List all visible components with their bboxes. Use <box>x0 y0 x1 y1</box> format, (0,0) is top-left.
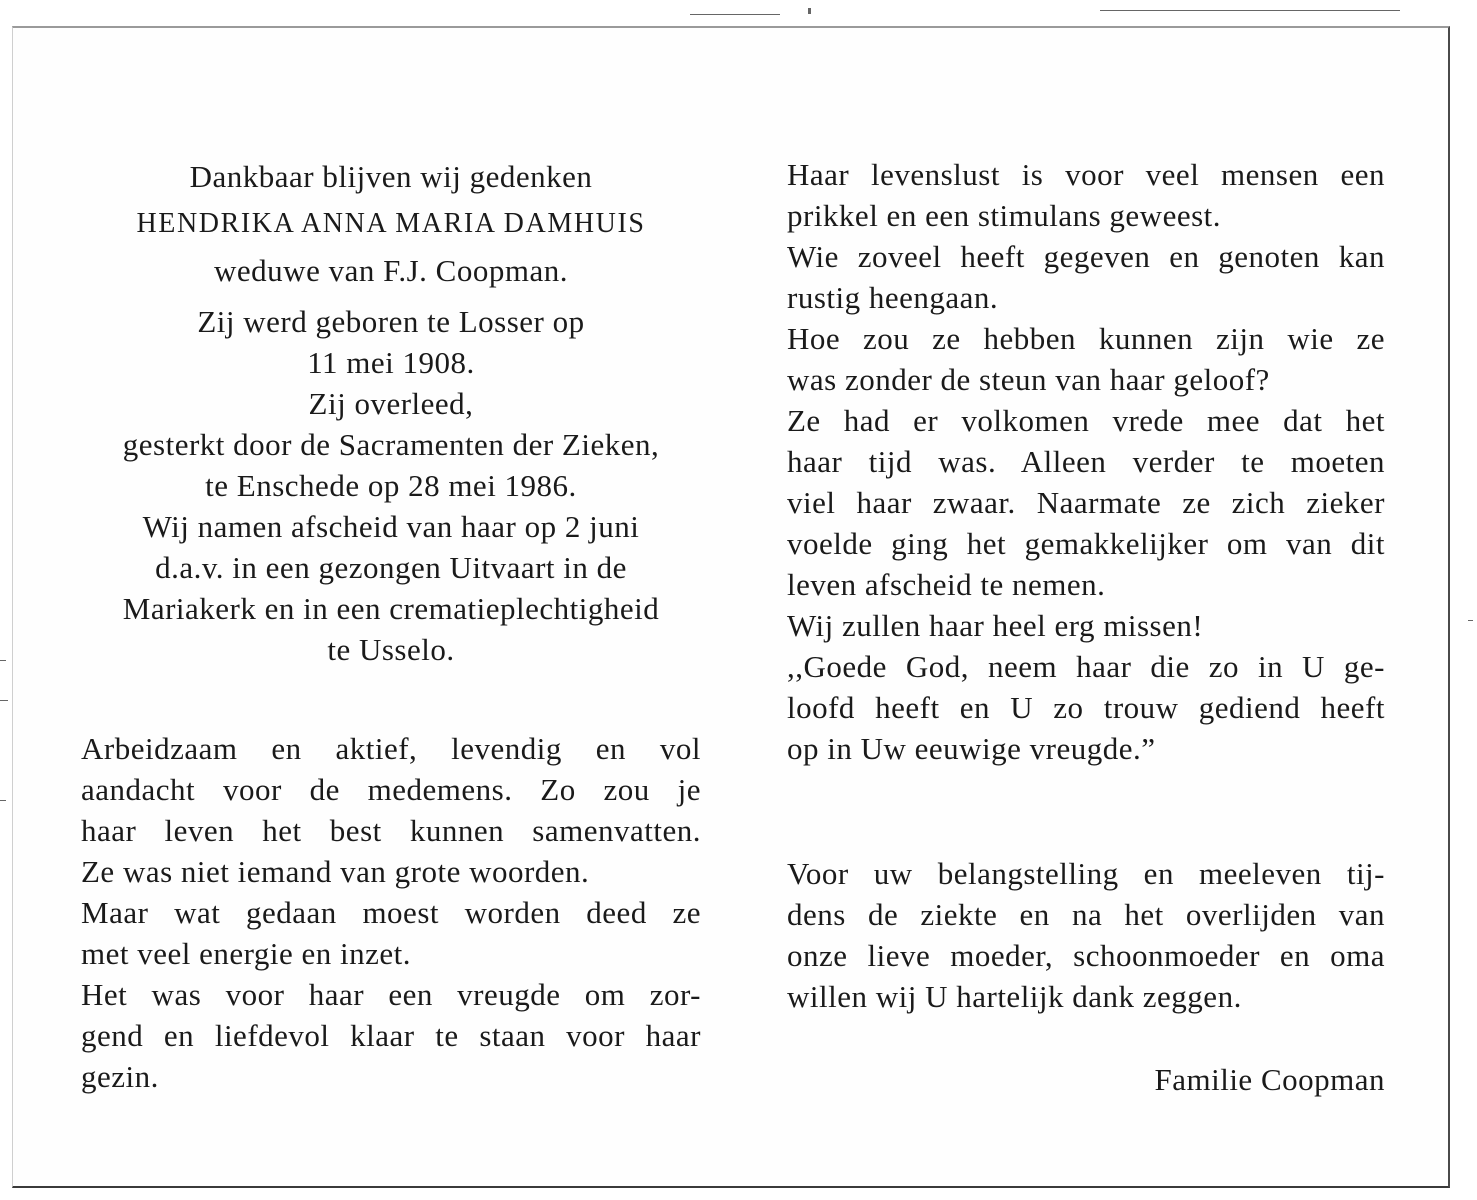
thanks-paragraph <box>787 853 1385 1017</box>
birth-date: 11 mei 1908. <box>307 345 475 380</box>
text-line: Voor uw belangstelling en meeleven tij- <box>787 856 1385 891</box>
text-line: gezin. <box>81 1059 159 1094</box>
scan-artifact <box>1100 10 1400 11</box>
farewell-line: d.a.v. in een gezongen Uitvaart in de <box>155 550 627 585</box>
text-line: Ze was niet iemand van grote woorden. <box>81 854 590 889</box>
birth-line: Zij werd geboren te Losser op <box>197 304 585 339</box>
death-line: Zij overleed, <box>308 386 474 421</box>
text-line: rustig heengaan. <box>787 280 999 315</box>
tribute-paragraph <box>81 728 701 1097</box>
text-line: onze lieve moeder, schoonmoeder en oma <box>787 938 1385 973</box>
text-line: Ze had er volkomen vrede mee dat het <box>787 403 1385 438</box>
scan-artifact <box>0 800 6 801</box>
family-signature: Familie Coopman <box>1154 1062 1385 1097</box>
text-line: Wie zoveel heeft gegeven en genoten kan <box>787 239 1385 274</box>
scan-artifact <box>0 660 6 661</box>
intro-line: Dankbaar blijven wij gedenken <box>189 159 593 194</box>
memorial-header <box>81 156 701 670</box>
text-line: was zonder de steun van haar geloof? <box>787 362 1270 397</box>
text-line: aandacht voor de medemens. Zo zou je <box>81 772 701 807</box>
scan-artifact <box>690 14 780 15</box>
text-line: Het was voor haar een vreugde om zor- <box>81 977 701 1012</box>
text-line: willen wij U hartelijk dank zeggen. <box>787 979 1242 1014</box>
text-line: haar tijd was. Alleen verder te moeten <box>787 444 1385 479</box>
scan-artifact <box>1468 620 1473 621</box>
scan-artifact <box>0 700 8 701</box>
scan-artifact <box>808 8 811 14</box>
farewell-line: te Usselo. <box>327 632 455 667</box>
text-line: Maar wat gedaan moest worden deed ze <box>81 895 701 930</box>
text-line: haar leven het best kunnen samenvatten. <box>81 813 701 848</box>
text-line: viel haar zwaar. Naarmate ze zich zieker <box>787 485 1385 520</box>
widow-line: weduwe van F.J. Coopman. <box>214 253 568 288</box>
reflection-paragraph <box>787 154 1385 769</box>
prayer-line: ,,Goede God, neem haar die zo in U ge- <box>787 649 1385 684</box>
text-line: prikkel en een stimulans geweest. <box>787 198 1222 233</box>
text-line: Hoe zou ze hebben kunnen zijn wie ze <box>787 321 1385 356</box>
right-column <box>787 154 1385 1100</box>
text-line: Haar levenslust is voor veel mensen een <box>787 157 1385 192</box>
text-line: Arbeidzaam en aktief, levendig en vol <box>81 731 701 766</box>
prayer-line: op in Uw eeuwige vreugde.” <box>787 731 1156 766</box>
death-place-date: te Enschede op 28 mei 1986. <box>205 468 577 503</box>
text-line: voelde ging het gemakkelijker om van dit <box>787 526 1385 561</box>
text-line: gend en liefdevol klaar te staan voor haar <box>81 1018 701 1053</box>
text-line: leven afscheid te nemen. <box>787 567 1106 602</box>
text-line: Wij zullen haar heel erg missen! <box>787 608 1204 643</box>
left-column <box>81 156 701 1097</box>
text-line: met veel energie en inzet. <box>81 936 412 971</box>
prayer-line: loofd heeft en U zo trouw gediend heeft <box>787 690 1385 725</box>
farewell-line: Mariakerk en in een crematieplechtigheid <box>122 591 660 626</box>
deceased-name: HENDRIKA ANNA MARIA DAMHUIS <box>136 208 646 239</box>
memorial-card <box>12 26 1450 1188</box>
farewell-line: Wij namen afscheid van haar op 2 juni <box>142 509 640 544</box>
text-line: dens de ziekte en na het overlijden van <box>787 897 1385 932</box>
sacrament-line: gesterkt door de Sacramenten der Zieken, <box>122 427 660 462</box>
